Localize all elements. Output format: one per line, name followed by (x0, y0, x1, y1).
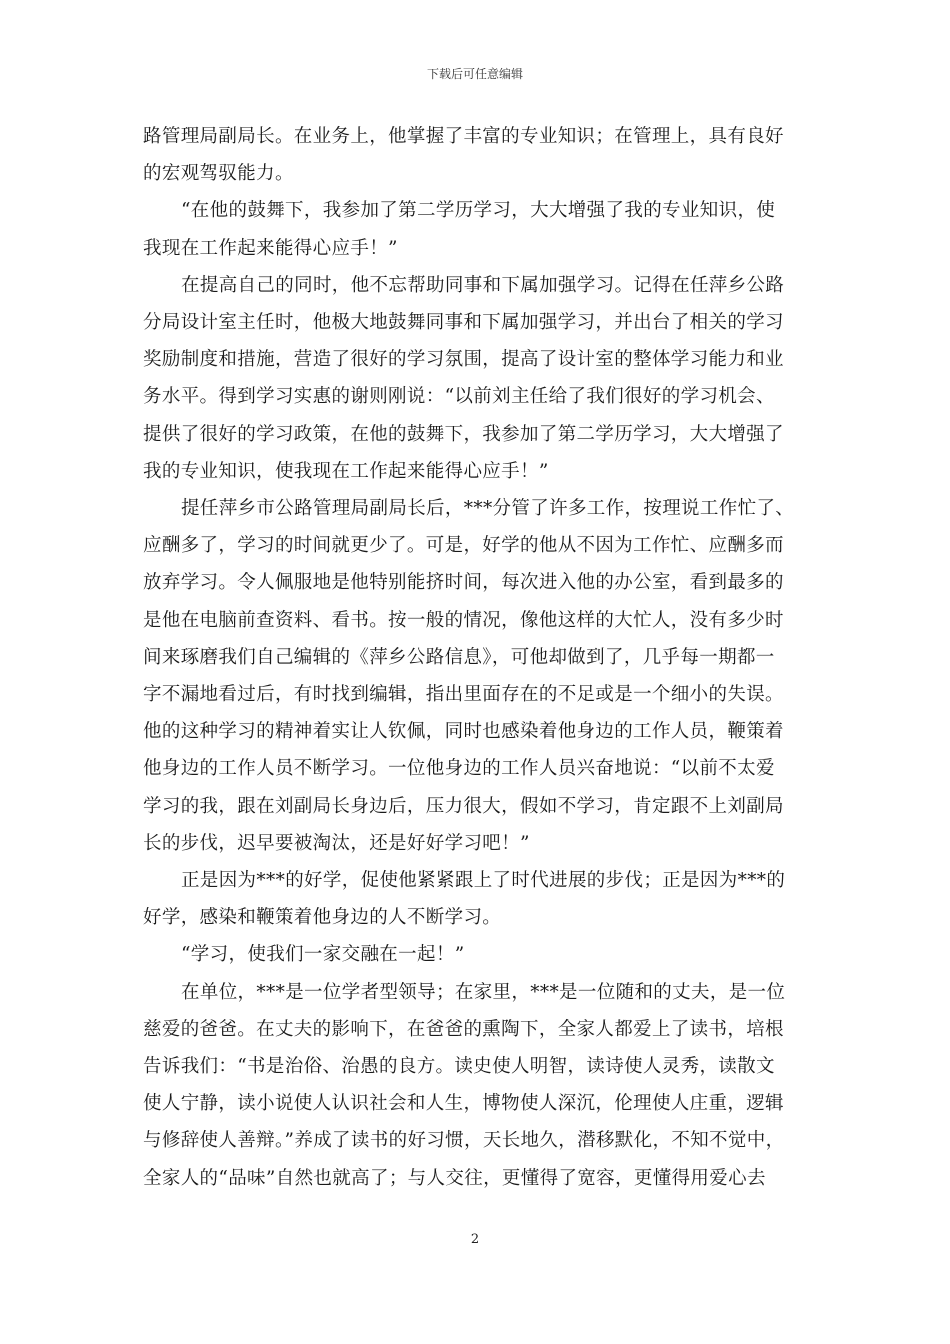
text-line: 的宏观驾驭能力。 (143, 163, 294, 185)
paragraph (143, 974, 808, 1197)
text-line: 慈爱的爸爸。在丈夫的影响下，在爸爸的熏陶下，全家人都爱上了读书，培根 (143, 1018, 784, 1040)
text-line: 放弃学习。令人佩服地是他特别能挤时间，每次进入他的办公室，看到最多的 (143, 572, 784, 594)
text-line: 字不漏地看过后，有时找到编辑，指出里面存在的不足或是一个细小的失误。 (143, 684, 784, 706)
page-number: 2 (470, 1232, 480, 1247)
text-line: 学习的我，跟在刘副局长身边后，压力很大，假如不学习，肯定跟不上刘副局 (143, 795, 784, 817)
text-line: 我的专业知识，使我现在工作起来能得心应手！” (143, 460, 549, 482)
text-line: 分局设计室主任时，他极大地鼓舞同事和下属加强学习，并出台了相关的学习 (143, 312, 784, 334)
text-line: 务水平。得到学习实惠的谢则刚说：“以前刘主任给了我们很好的学习机会、 (143, 386, 775, 408)
text-line: 在单位，***是一位学者型领导；在家里，***是一位随和的丈夫，是一位 (181, 981, 786, 1003)
text-line: 长的步伐，迟早要被淘汰，还是好好学习吧！” (143, 832, 530, 854)
text-line: 应酬多了，学习的时间就更少了。可是，好学的他从不因为工作忙、应酬多而 (143, 535, 784, 557)
paragraph (143, 192, 808, 266)
text-line: 使人宁静，读小说使人认识社会和人生，博物使人深沉，伦理使人庄重，逻辑 (143, 1093, 784, 1115)
text-line: 奖励制度和措施，营造了很好的学习氛围，提高了设计室的整体学习能力和业 (143, 349, 784, 371)
text-line: 提任萍乡市公路管理局副局长后，***分管了许多工作，按理说工作忙了、 (181, 498, 795, 520)
document-body (143, 118, 808, 1197)
paragraph (143, 862, 808, 936)
paragraph (143, 490, 808, 862)
paragraph (143, 936, 808, 973)
text-line: 正是因为***的好学，促使他紧紧跟上了时代进展的步伐；正是因为***的 (181, 870, 786, 892)
text-line: 提供了很好的学习政策，在他的鼓舞下，我参加了第二学历学习，大大增强了 (143, 423, 784, 445)
paragraph (143, 118, 808, 192)
paragraph (143, 267, 808, 490)
text-line: 全家人的“品味”自然也就高了；与人交往，更懂得了宽容，更懂得用爱心去 (143, 1167, 766, 1189)
text-line: 他身边的工作人员不断学习。一位他身边的工作人员兴奋地说：“以前不太爱 (143, 758, 775, 780)
text-line: “学习，使我们一家交融在一起！” (181, 944, 465, 966)
text-line: 好学，感染和鞭策着他身边的人不断学习。 (143, 907, 502, 929)
page-header: 下载后可任意编辑 (426, 67, 523, 81)
text-line: 路管理局副局长。在业务上，他掌握了丰富的专业知识；在管理上，具有良好 (143, 126, 784, 147)
text-line: 我现在工作起来能得心应手！” (143, 237, 398, 259)
text-line: “在他的鼓舞下，我参加了第二学历学习，大大增强了我的专业知识，使 (181, 200, 776, 222)
text-line: 告诉我们：“书是治俗、治愚的良方。读史使人明智，读诗使人灵秀，读散文 (143, 1056, 775, 1078)
text-line: 与修辞使人善辩。”养成了读书的好习惯，天长地久，潜移默化，不知不觉中， (143, 1130, 785, 1152)
text-line: 间来琢磨我们自己编辑的《萍乡公路信息》，可他却做到了，几乎每一期都一 (143, 646, 775, 668)
text-line: 是他在电脑前查资料、看书。按一般的情况，像他这样的大忙人，没有多少时 (143, 609, 784, 631)
text-line: 他的这种学习的精神着实让人钦佩，同时也感染着他身边的工作人员，鞭策着 (143, 721, 784, 743)
text-line: 在提高自己的同时，他不忘帮助同事和下属加强学习。记得在任萍乡公路 (181, 274, 785, 296)
